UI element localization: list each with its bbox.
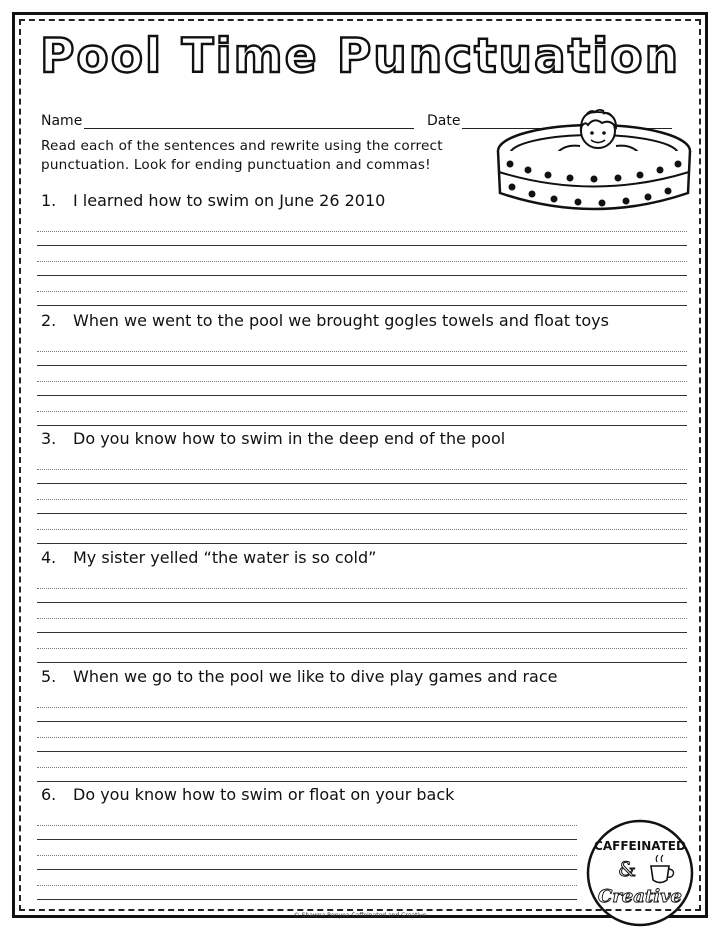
kiddie-pool-icon [490, 101, 698, 219]
question-4 [41, 548, 681, 567]
date-line[interactable] [462, 114, 672, 129]
question-text: Do you know how to swim in the deep end of the pool [73, 429, 506, 448]
question-number: 2. [41, 311, 57, 330]
answer-lines-5[interactable] [37, 697, 687, 787]
coffee-cup-icon [651, 855, 674, 883]
question-text: Do you know how to swim or float on your back [73, 785, 455, 804]
answer-lines-1[interactable] [37, 221, 687, 311]
badge-ampersand: & [618, 857, 636, 881]
instructions-text: Read each of the sentences and rewrite using the correct punctuation. Look for ending punctuation and commas! [41, 138, 443, 173]
question-3 [41, 429, 681, 448]
question-text: When we went to the pool we brought gogles towels and float toys [73, 311, 609, 330]
question-6 [41, 785, 681, 804]
question-text: My sister yelled “the water is so cold” [73, 548, 377, 567]
question-number: 4. [41, 548, 57, 567]
question-text: I learned how to swim on June 26 2010 [73, 191, 386, 210]
question-1 [41, 191, 681, 210]
answer-lines-4[interactable] [37, 578, 687, 668]
name-line[interactable] [84, 114, 414, 129]
worksheet-title: Pool Time Punctuation [39, 29, 681, 84]
question-5 [41, 667, 681, 686]
date-label: Date [427, 113, 461, 129]
question-number: 6. [41, 785, 57, 804]
answer-lines-2[interactable] [37, 341, 687, 431]
answer-lines-3[interactable] [37, 459, 687, 549]
badge-line2: Creative [598, 886, 682, 907]
badge-line1: CAFFEINATED [594, 839, 686, 853]
worksheet-page [12, 12, 708, 918]
question-number: 5. [41, 667, 57, 686]
question-2 [41, 311, 681, 330]
name-field[interactable] [41, 113, 414, 129]
question-text: When we go to the pool we like to dive play games and race [73, 667, 558, 686]
date-field[interactable] [427, 113, 672, 129]
copyright-credit: © Shawna Renyea Caffeinated and Creative [293, 912, 427, 919]
answer-lines-6[interactable] [37, 815, 577, 905]
name-label: Name [41, 113, 83, 129]
question-number: 3. [41, 429, 57, 448]
question-number: 1. [41, 191, 57, 210]
